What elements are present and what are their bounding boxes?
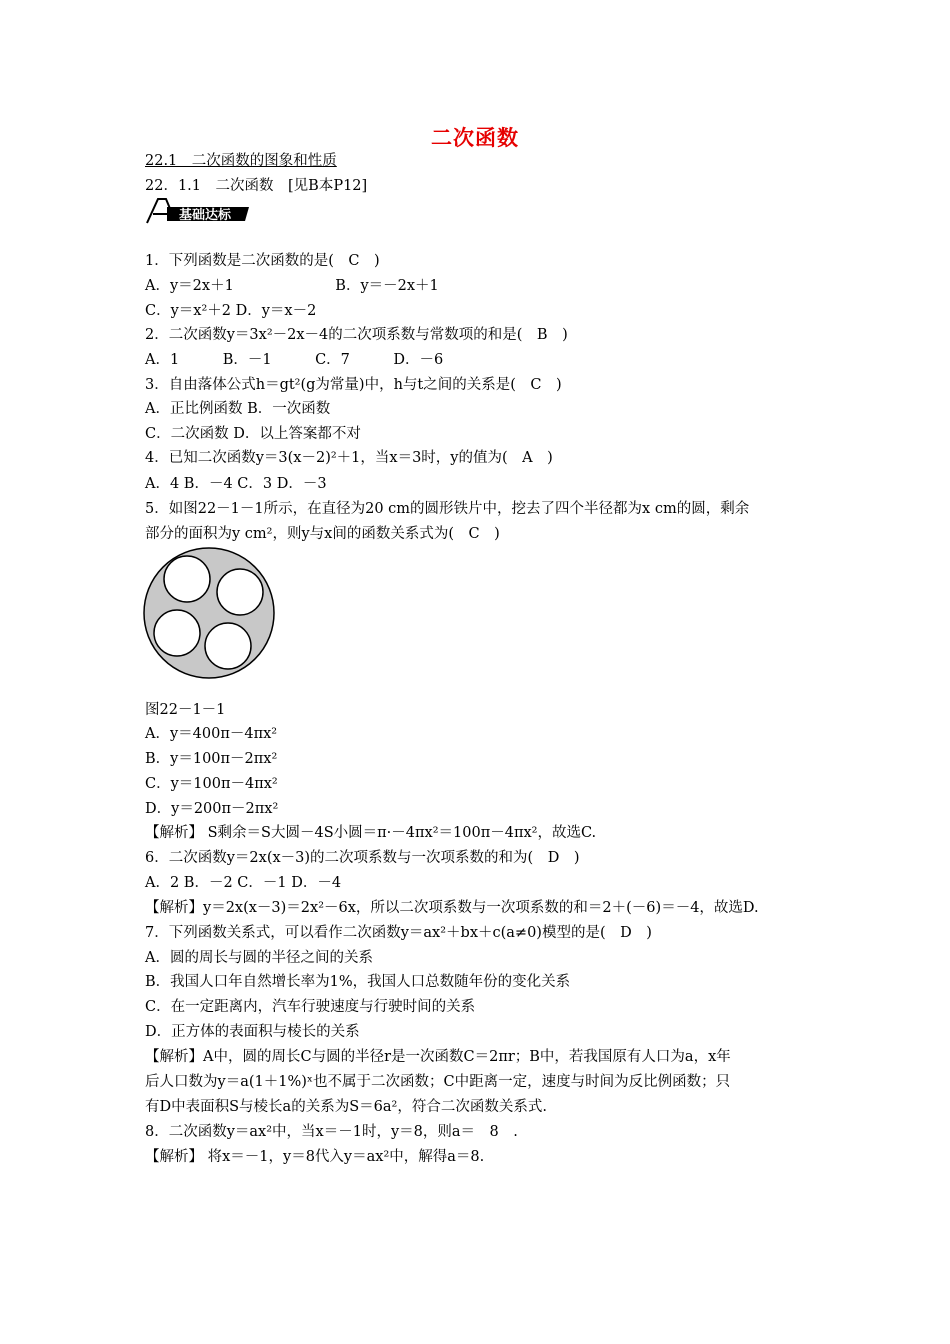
question-5-line1: 5．如图22－1－1所示，在直径为20 cm的圆形铁片中，挖去了四个半径都为x cm的圆，剩余 <box>145 501 750 517</box>
subsection-heading: 22．1.1 二次函数 [见B本P12] <box>145 178 368 194</box>
q7-analysis-line2: 后人口数为y＝a(1＋1%)ˣ也不属于二次函数；C中距离一定，速度与时间为反比例函数；只 <box>145 1074 731 1090</box>
question-1: 1．下列函数是二次函数的是( C ) <box>145 253 380 269</box>
question-8: 8．二次函数y＝ax²中，当x＝－1时，y＝8，则a＝ 8 . <box>145 1124 518 1140</box>
q4-options: A．4 B．－4 C．3 D．－3 <box>145 476 327 492</box>
question-5-line2: 部分的面积为y cm²，则y与x间的函数关系式为( C ) <box>145 526 500 542</box>
question-4: 4．已知二次函数y＝3(x－2)²＋1，当x＝3时，y的值为( A ) <box>145 450 553 466</box>
q7-analysis-line3: 有D中表面积S与棱长a的关系为S＝6a²，符合二次函数关系式. <box>145 1099 547 1115</box>
q3-options-ab: A．正比例函数 B．一次函数 <box>145 401 331 417</box>
q7-option-c: C．在一定距离内，汽车行驶速度与行驶时间的关系 <box>145 999 476 1015</box>
q1-options-cd: C．y＝x²＋2 D．y＝x－2 <box>145 303 317 319</box>
basic-level-badge <box>145 197 251 225</box>
question-6: 6．二次函数y＝2x(x－3)的二次项系数与一次项系数的和为( D ) <box>145 850 580 866</box>
q5-option-c: C．y＝100π－4πx² <box>145 776 278 792</box>
section-heading: 22.1 二次函数的图象和性质 <box>145 153 337 169</box>
q5-analysis: 【解析】 S剩余＝S大圆－4S小圆＝π·－4πx²＝100π－4πx²，故选C. <box>145 825 597 841</box>
q6-options: A．2 B．－2 C．－1 D．－4 <box>145 875 342 891</box>
question-7: 7．下列函数关系式，可以看作二次函数y＝ax²＋bx＋c(a≠0)模型的是( D ) <box>145 925 652 941</box>
q5-option-b: B．y＝100π－2πx² <box>145 751 278 767</box>
q2-options: A．1 B．－1 C．7 D．－6 <box>145 352 444 368</box>
q6-analysis: 【解析】y＝2x(x－3)＝2x²－6x，所以二次项系数与一次项系数的和＝2＋(－6)＝－4，故选D. <box>145 900 759 916</box>
question-2: 2．二次函数y＝3x²－2x－4的二次项系数与常数项的和是( B ) <box>145 327 568 343</box>
q7-option-d: D．正方体的表面积与棱长的关系 <box>145 1024 360 1040</box>
q7-analysis-line1: 【解析】A中，圆的周长C与圆的半径r是一次函数C＝2πr；B中，若我国原有人口为a，x年 <box>145 1049 731 1065</box>
q8-analysis: 【解析】 将x＝－1，y＝8代入y＝ax²中，解得a＝8. <box>145 1149 485 1165</box>
question-3: 3．自由落体公式h＝gt²(g为常量)中，h与t之间的关系是( C ) <box>145 377 562 393</box>
q7-option-a: A．圆的周长与圆的半径之间的关系 <box>145 950 373 966</box>
figure-caption: 图22－1－1 <box>145 702 226 718</box>
badge-text: 基础达标 <box>178 208 232 223</box>
q3-options-cd: C．二次函数 D．以上答案都不对 <box>145 426 361 442</box>
q5-option-d: D．y＝200π－2πx² <box>145 801 279 817</box>
q5-option-a: A．y＝400π－4πx² <box>145 726 278 742</box>
q1-options-ab: A．y＝2x＋1 B．y＝－2x＋1 <box>145 278 439 294</box>
page-title: 二次函数 <box>431 126 519 150</box>
figure-circle-with-holes <box>142 546 276 680</box>
q7-option-b: B．我国人口年自然增长率为1%，我国人口总数随年份的变化关系 <box>145 974 571 990</box>
